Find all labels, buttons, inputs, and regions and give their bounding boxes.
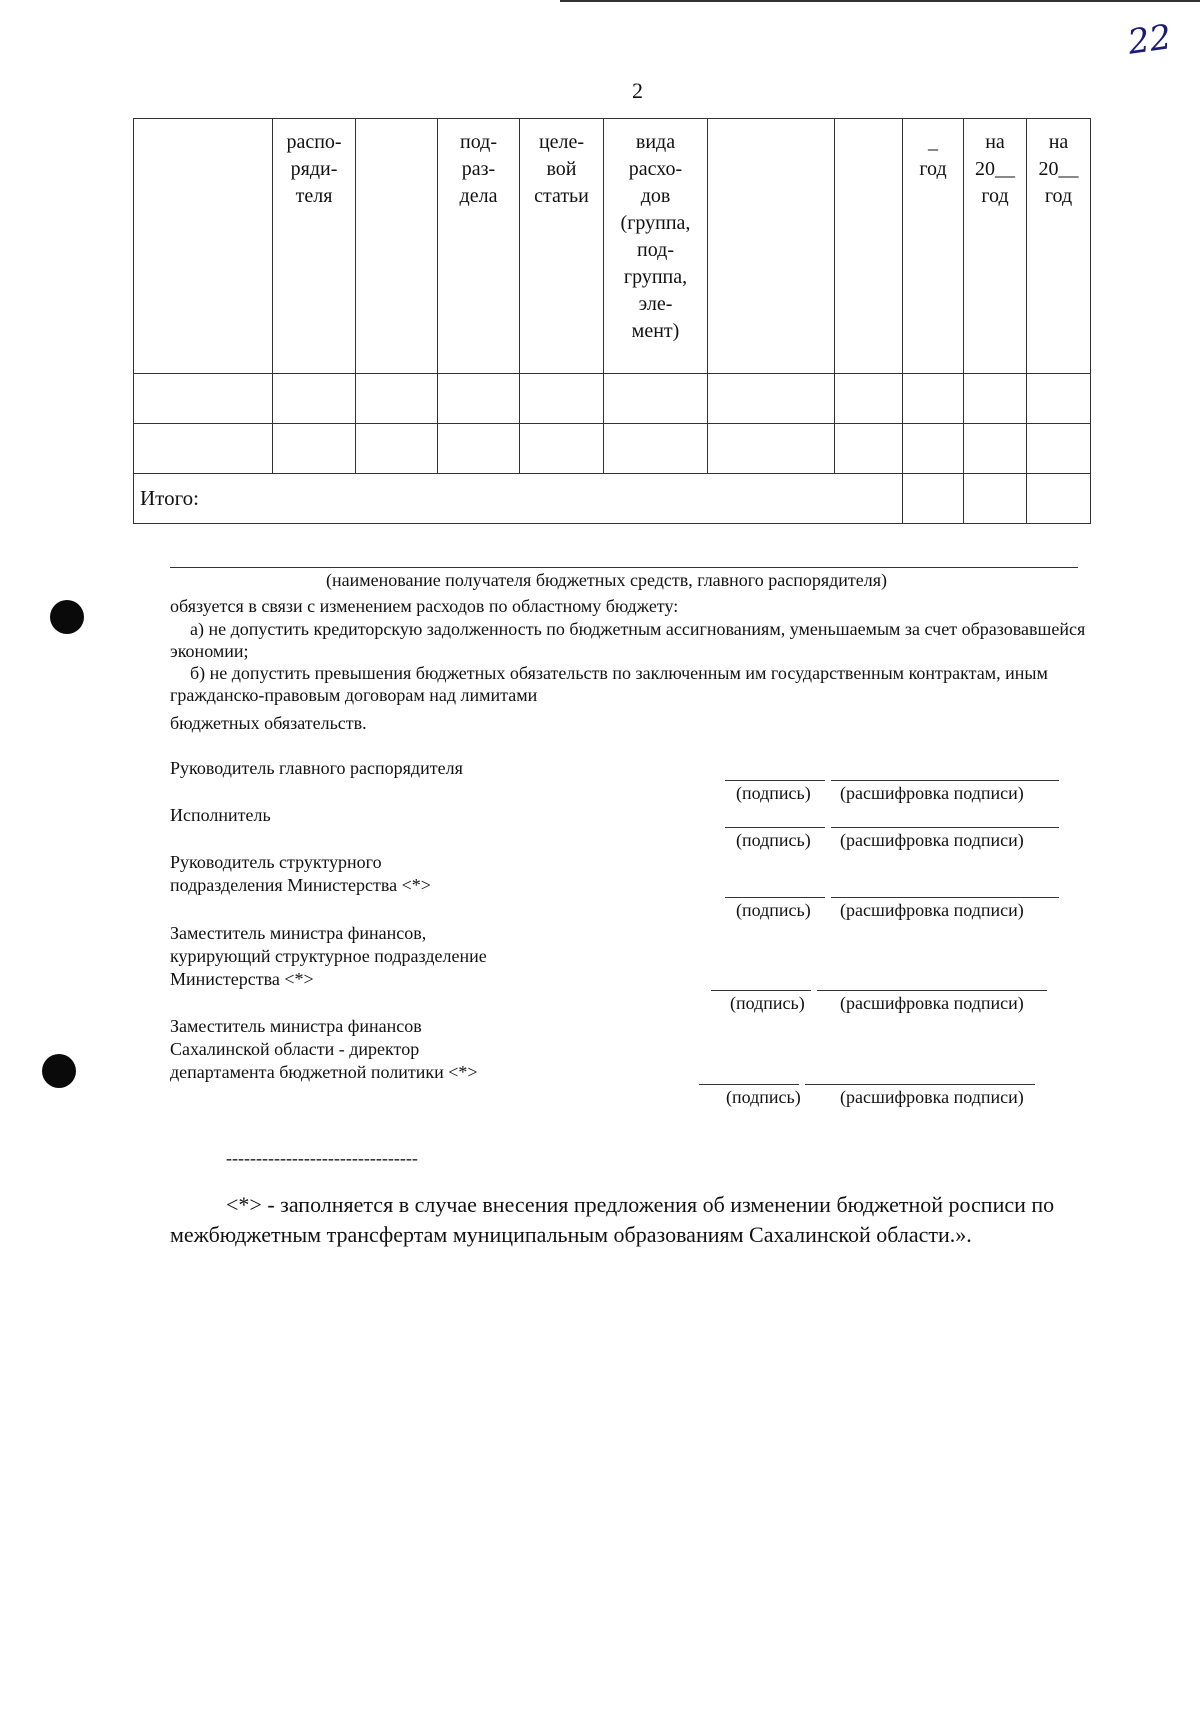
signature-line bbox=[725, 897, 825, 898]
signature-title: Руководитель структурного подразделения Министерства <*> bbox=[170, 852, 431, 895]
table-cell bbox=[273, 424, 356, 474]
header-cell bbox=[708, 119, 835, 374]
signature-decode-line bbox=[831, 780, 1059, 781]
table-cell bbox=[708, 424, 835, 474]
table-cell bbox=[520, 374, 604, 424]
table-cell bbox=[903, 424, 964, 474]
header-cell-year-2: на 20__ год bbox=[964, 119, 1027, 374]
table-cell bbox=[438, 374, 520, 424]
signature-title: Заместитель министра финансов, курирующий структурное подразделение Министерства <*> bbox=[170, 923, 487, 989]
header-cell bbox=[134, 119, 273, 374]
signature-decode-caption: (расшифровка подписи) bbox=[840, 783, 1024, 803]
obligation-item-a: а) не допустить кредиторскую задолженность по бюджетным ассигнованиям, уменьшаемым за счет образовавшейся экономии; bbox=[170, 619, 1086, 661]
obligation-intro: обязуется в связи с изменением расходов по областному бюджету: bbox=[170, 596, 679, 616]
obligation-item-b: б) не допустить превышения бюджетных обязательств по заключенным им государственным контрактам, иным гражданско-правовым договорам над лимитами bbox=[170, 663, 1048, 705]
table-header-row bbox=[134, 119, 1091, 374]
table-cell bbox=[708, 374, 835, 424]
signature-decode-line bbox=[831, 897, 1059, 898]
table-cell bbox=[356, 374, 438, 424]
signature-decode-caption: (расшифровка подписи) bbox=[840, 1087, 1024, 1107]
signature-decode-caption: (расшифровка подписи) bbox=[840, 993, 1024, 1013]
header-cell-target-item: целе- вой статьи bbox=[520, 119, 604, 374]
table-cell bbox=[1027, 474, 1091, 524]
table-cell bbox=[835, 374, 903, 424]
header-cell bbox=[356, 119, 438, 374]
table-cell bbox=[964, 474, 1027, 524]
table-row bbox=[134, 424, 1091, 474]
footnote: <*> - заполняется в случае внесения предложения об изменении бюджетной росписи по межбюджетным трансфертам муниципальным образованиям Сахалинской области.». bbox=[170, 1192, 1055, 1247]
punch-hole bbox=[50, 600, 84, 634]
signature-title: Исполнитель bbox=[170, 805, 271, 825]
table-cell bbox=[964, 374, 1027, 424]
table-cell bbox=[1027, 424, 1091, 474]
signature-caption: (подпись) bbox=[730, 993, 805, 1013]
table-cell bbox=[134, 424, 273, 474]
table-cell bbox=[356, 424, 438, 474]
signature-caption: (подпись) bbox=[726, 1087, 801, 1107]
signature-decode-caption: (расшифровка подписи) bbox=[840, 900, 1024, 920]
table-cell bbox=[1027, 374, 1091, 424]
table-cell bbox=[273, 374, 356, 424]
signature-caption: (подпись) bbox=[736, 783, 811, 803]
table-cell bbox=[604, 374, 708, 424]
table-total-row bbox=[134, 474, 1091, 524]
budget-table bbox=[133, 118, 1091, 524]
signature-line bbox=[699, 1084, 799, 1085]
table-cell bbox=[903, 474, 964, 524]
header-cell-subsection: под- раз- дела bbox=[438, 119, 520, 374]
header-cell-expense-type: вида расхо- дов (группа, под- группа, эле- мент) bbox=[604, 119, 708, 374]
table-cell bbox=[604, 424, 708, 474]
header-cell bbox=[835, 119, 903, 374]
table-row bbox=[134, 374, 1091, 424]
header-cell-year-3: на 20__ год bbox=[1027, 119, 1091, 374]
signature-decode-line bbox=[805, 1084, 1035, 1085]
signature-decode-caption: (расшифровка подписи) bbox=[840, 830, 1024, 850]
table-cell bbox=[520, 424, 604, 474]
signature-caption: (подпись) bbox=[736, 830, 811, 850]
recipient-name-line bbox=[170, 567, 1078, 568]
handwritten-page-mark: 22 bbox=[1125, 17, 1174, 63]
top-edge-rule bbox=[560, 0, 1200, 2]
page-number: 2 bbox=[632, 78, 643, 103]
total-label: Итого: bbox=[134, 474, 903, 524]
table-cell bbox=[903, 374, 964, 424]
recipient-caption: (наименование получателя бюджетных средств, главного распорядителя) bbox=[326, 570, 888, 590]
signature-line bbox=[725, 827, 825, 828]
table-cell bbox=[134, 374, 273, 424]
signature-title: Руководитель главного распорядителя bbox=[170, 758, 463, 778]
footnote-separator: -------------------------------- bbox=[226, 1148, 418, 1168]
table-cell bbox=[964, 424, 1027, 474]
header-cell-year: _ год bbox=[903, 119, 964, 374]
signature-title: Заместитель министра финансов Сахалинской области - директор департамента бюджетной политики <*> bbox=[170, 1016, 478, 1082]
table-cell bbox=[835, 424, 903, 474]
obligation-item-b-continued: бюджетных обязательств. bbox=[170, 713, 367, 733]
signature-line bbox=[725, 780, 825, 781]
header-cell-distributor: распо- ряди- теля bbox=[273, 119, 356, 374]
signature-decode-line bbox=[817, 990, 1047, 991]
signature-decode-line bbox=[831, 827, 1059, 828]
punch-hole bbox=[42, 1054, 76, 1088]
signature-caption: (подпись) bbox=[736, 900, 811, 920]
signature-line bbox=[711, 990, 811, 991]
table-cell bbox=[438, 424, 520, 474]
